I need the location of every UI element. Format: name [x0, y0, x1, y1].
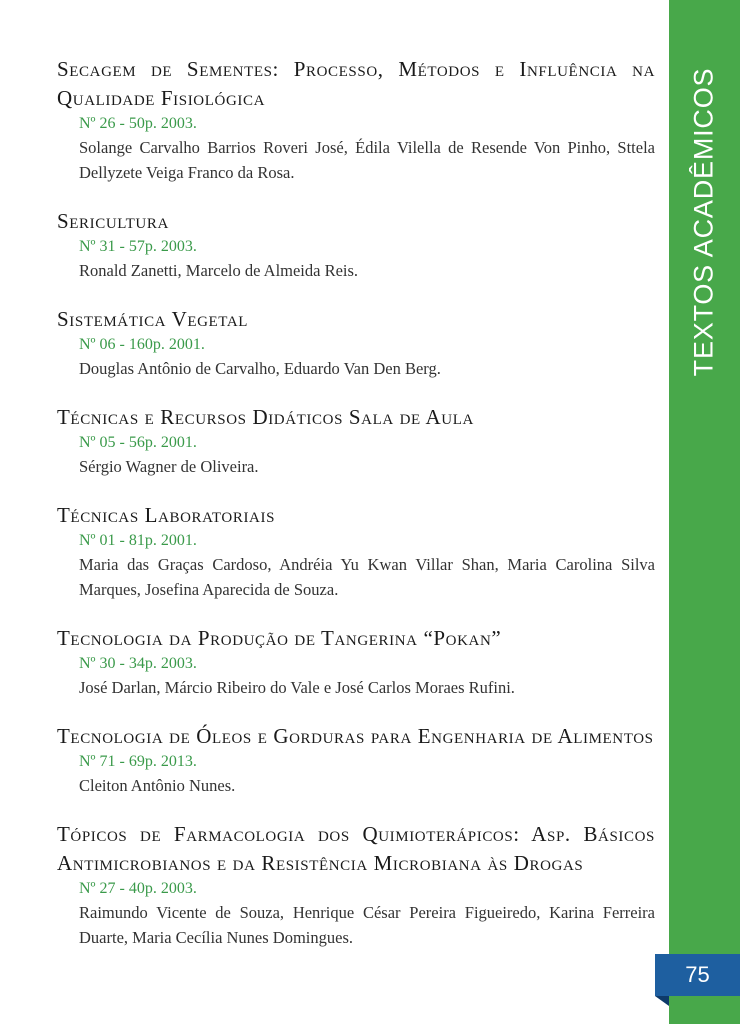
entry-title: Tecnologia da Produção de Tangerina “Pokan” [57, 626, 502, 650]
page-number: 75 [685, 962, 710, 987]
entry-authors: José Darlan, Márcio Ribeiro do Vale e José Carlos Moraes Rufini. [79, 678, 515, 697]
catalog-entry [57, 305, 655, 381]
entry-title: Secagem de Sementes: Processo, Métodos e Influência na Qualidade Fisiológica [57, 57, 655, 110]
entry-title: Técnicas e Recursos Didáticos Sala de Aula [57, 405, 474, 429]
catalog-entry [57, 501, 655, 602]
catalog-entry [57, 403, 655, 479]
entry-meta: Nº 01 - 81p. 2001. [79, 532, 197, 549]
entry-meta: Nº 26 - 50p. 2003. [79, 115, 197, 132]
entry-authors: Solange Carvalho Barrios Roveri José, Édila Vilella de Resende Von Pinho, Sttela Dellyzete Veiga Franco da Rosa. [79, 138, 655, 182]
entry-title: Tecnologia de Óleos e Gorduras para Engenharia de Alimentos [57, 724, 654, 748]
catalog-entry [57, 624, 655, 700]
entry-meta: Nº 31 - 57p. 2003. [79, 238, 197, 255]
entry-meta: Nº 05 - 56p. 2001. [79, 434, 197, 451]
entry-meta: Nº 30 - 34p. 2003. [79, 655, 197, 672]
entry-title: Sistemática Vegetal [57, 307, 249, 331]
entry-authors: Sérgio Wagner de Oliveira. [79, 457, 259, 476]
catalog-entry [57, 207, 655, 283]
entry-title: Técnicas Laboratoriais [57, 503, 276, 527]
entry-authors: Cleiton Antônio Nunes. [79, 776, 236, 795]
entry-authors: Douglas Antônio de Carvalho, Eduardo Van Den Berg. [79, 359, 441, 378]
entry-title: Sericultura [57, 209, 169, 233]
sidebar-label: TEXTOS ACADÊMICOS [688, 67, 719, 377]
entry-meta: Nº 06 - 160p. 2001. [79, 336, 205, 353]
entry-title: Tópicos de Farmacologia dos Quimioterápicos: Asp. Básicos Antimicrobianos e da Resistência Microbiana às Drogas [57, 822, 655, 875]
entry-authors: Ronald Zanetti, Marcelo de Almeida Reis. [79, 261, 359, 280]
entry-authors: Maria das Graças Cardoso, Andréia Yu Kwan Villar Shan, Maria Carolina Silva Marques, Josefina Aparecida de Souza. [79, 555, 655, 599]
catalog-entry [57, 820, 655, 950]
page-tab-fold [655, 996, 669, 1006]
catalog-entry [57, 722, 655, 798]
entry-meta: Nº 27 - 40p. 2003. [79, 880, 197, 897]
catalog-entry [57, 55, 655, 185]
entry-authors: Raimundo Vicente de Souza, Henrique César Pereira Figueiredo, Karina Ferreira Duarte, Maria Cecília Nunes Domingues. [79, 903, 655, 947]
catalog-list [57, 55, 655, 972]
entry-meta: Nº 71 - 69p. 2013. [79, 753, 197, 770]
